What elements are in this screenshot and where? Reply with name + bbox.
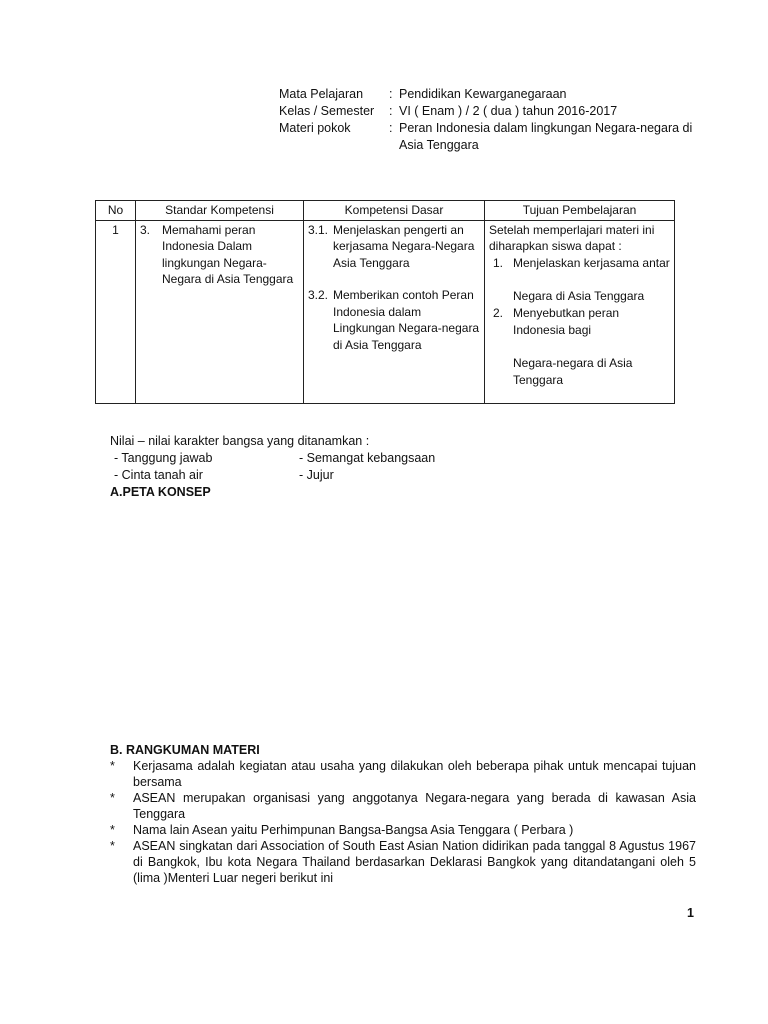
character-value: - Tanggung jawab: [114, 451, 213, 465]
character-values-row: [110, 467, 510, 484]
cell-tujuan-pembelajaran: [485, 220, 675, 403]
character-values-title: Nilai – nilai karakter bangsa yang ditanamkan :: [110, 434, 370, 448]
rangkuman-section: [110, 742, 696, 886]
bullet-star: *: [110, 759, 115, 773]
cell-no: 1: [96, 220, 136, 403]
header-row-topic: [279, 120, 719, 154]
sk-text: Memahami peran Indonesia Dalam lingkungan Negara-Negara di Asia Tenggara: [162, 222, 294, 286]
tp-intro: Setelah memperlajari materi ini diharapkan siswa dapat :: [489, 222, 655, 253]
kd-text: Menjelaskan pengerti an kerjasama Negara-Negara Asia Tenggara: [333, 222, 475, 270]
header-value: Peran Indonesia dalam lingkungan Negara-negara di Asia Tenggara: [399, 121, 693, 152]
header-row-subject: [279, 86, 719, 103]
bullet-text: ASEAN singkatan dari Association of South East Asian Nation didirikan pada tanggal 8 Agustus 1967 di Bangkok, Ibu kota Negara Thailand berdasarkan Deklarasi Bangkok yang ditandatangani oleh 5 (lima )Menteri Luar negeri berikut ini: [133, 839, 696, 885]
list-item: [110, 790, 696, 822]
header-label: Kelas / Semester: [279, 104, 375, 118]
column-header-kompetensi-dasar: Kompetensi Dasar: [304, 201, 485, 221]
tp-line: Menjelaskan kerjasama antar: [513, 255, 670, 270]
character-values-section: [110, 433, 510, 501]
bullet-star: *: [110, 839, 115, 853]
list-item: [110, 822, 696, 838]
tp-line: Negara di Asia Tenggara: [513, 288, 645, 303]
kd-text: Memberikan contoh Peran Indonesia dalam Lingkungan Negara-negara di Asia Tenggara: [333, 288, 480, 352]
header-colon: :: [389, 87, 393, 101]
tp-line: Negara-negara di Asia Tenggara: [513, 355, 633, 387]
peta-konsep-heading: A.PETA KONSEP: [110, 485, 211, 499]
kd-number: 3.2.: [308, 288, 329, 302]
bullet-text: ASEAN merupakan organisasi yang anggotanya Negara-negara yang berada di kawasan Asia Tenggara: [133, 791, 696, 821]
tp-item: [493, 305, 670, 389]
column-header-standar-kompetensi: Standar Kompetensi: [136, 201, 304, 221]
table-row: [96, 220, 675, 403]
competency-table: [95, 200, 675, 404]
header-value: Pendidikan Kewarganegaraan: [399, 87, 567, 101]
header-value: VI ( Enam ) / 2 ( dua ) tahun 2016-2017: [399, 104, 618, 118]
bullet-star: *: [110, 791, 115, 805]
list-item: [110, 758, 696, 790]
bullet-text: Nama lain Asean yaitu Perhimpunan Bangsa-Bangsa Asia Tenggara ( Perbara ): [133, 823, 574, 837]
header-colon: :: [389, 104, 393, 118]
list-item: [110, 838, 696, 886]
character-values-row: [110, 450, 510, 467]
bullet-text: Kerjasama adalah kegiatan atau usaha yang dilakukan oleh beberapa pihak untuk mencapai tujuan bersama: [133, 759, 696, 789]
cell-standar-kompetensi: [136, 220, 304, 403]
header-label: Mata Pelajaran: [279, 87, 364, 101]
tp-number: 1.: [493, 255, 504, 270]
character-value: - Jujur: [299, 468, 334, 482]
rangkuman-heading: B. RANGKUMAN MATERI: [110, 743, 260, 757]
character-value: - Cinta tanah air: [114, 468, 203, 482]
bullet-star: *: [110, 823, 115, 837]
tp-item: [493, 255, 670, 305]
kd-item: [308, 287, 480, 353]
header-label: Materi pokok: [279, 121, 351, 135]
kd-number: 3.1.: [308, 222, 329, 237]
column-header-tujuan-pembelajaran: Tujuan Pembelajaran: [485, 201, 675, 221]
page-number: 1: [687, 906, 694, 920]
document-header: [279, 86, 719, 154]
tp-line: Menyebutkan peran Indonesia bagi: [513, 305, 620, 337]
header-row-class: [279, 103, 719, 120]
character-value: - Semangat kebangsaan: [299, 451, 436, 465]
column-header-no: No: [96, 201, 136, 221]
tp-number: 2.: [493, 305, 504, 320]
cell-kompetensi-dasar: [304, 220, 485, 403]
sk-number: 3.: [140, 222, 151, 237]
header-colon: :: [389, 121, 393, 135]
kd-item: [308, 222, 480, 272]
table-header-row: [96, 201, 675, 221]
